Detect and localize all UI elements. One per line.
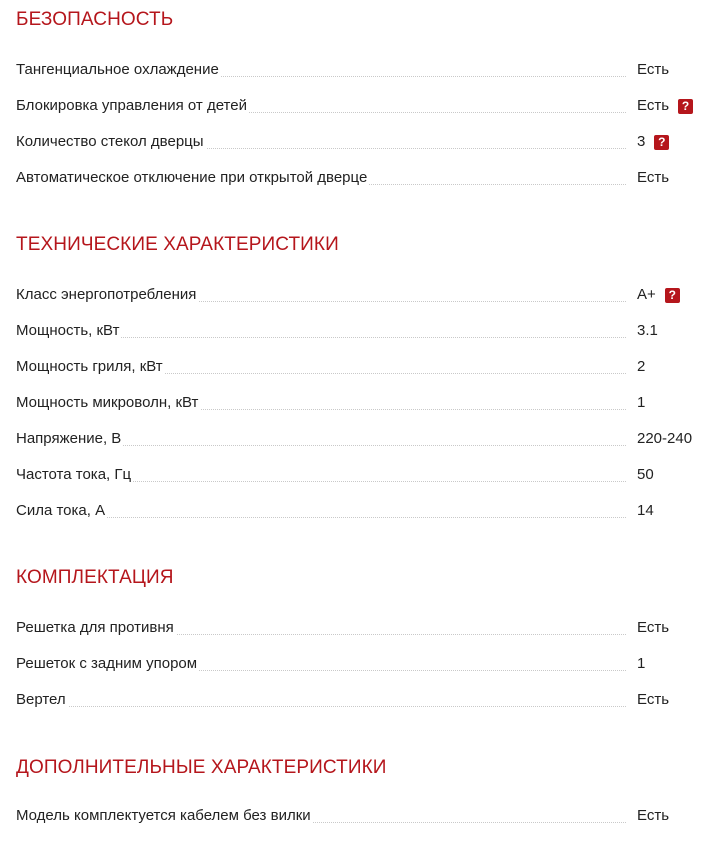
spec-row [16, 618, 706, 654]
spec-row [16, 465, 706, 501]
spec-value: Есть [637, 691, 670, 708]
spec-label: Напряжение, В [16, 430, 122, 447]
spec-label: Количество стекол дверцы [16, 133, 204, 150]
spec-value: Есть [637, 169, 670, 186]
spec-label: Вертел [16, 691, 66, 708]
dotted-leader [16, 706, 626, 707]
spec-label: Мощность микроволн, кВт [16, 394, 199, 411]
spec-row [16, 96, 706, 132]
help-icon[interactable]: ? [654, 135, 669, 150]
spec-value-wrap [637, 60, 669, 80]
spec-row [16, 132, 706, 168]
spec-label: Блокировка управления от детей [16, 97, 247, 114]
spec-value-wrap [637, 690, 669, 710]
spec-value-wrap [637, 285, 680, 305]
spec-label: Мощность, кВт [16, 322, 120, 339]
spec-value: 2 [637, 358, 646, 375]
spec-value: Есть [637, 61, 670, 78]
spec-row [16, 393, 706, 429]
spec-value: 3 [637, 133, 646, 150]
section-safety [16, 8, 706, 186]
spec-row [16, 654, 706, 690]
section-title: КОМПЛЕКТАЦИЯ [16, 567, 174, 588]
spec-value-wrap [637, 393, 645, 413]
spec-row [16, 806, 706, 842]
spec-value-wrap [637, 465, 654, 485]
section-title: БЕЗОПАСНОСТЬ [16, 9, 174, 30]
spec-list [16, 806, 706, 842]
spec-label: Автоматическое отключение при открытой дверце [16, 169, 368, 186]
spec-value: А+ [637, 286, 656, 303]
spec-list [16, 285, 706, 537]
spec-value-wrap [637, 168, 669, 188]
spec-value-wrap [637, 132, 669, 152]
section-title: ТЕХНИЧЕСКИЕ ХАРАКТЕРИСТИКИ [16, 234, 339, 255]
spec-value-wrap [637, 501, 654, 521]
spec-value: 220-240 [637, 430, 693, 447]
spec-list [16, 60, 706, 204]
spec-value: Есть [637, 97, 670, 114]
spec-value: 14 [637, 502, 654, 519]
spec-value-wrap [637, 321, 658, 341]
spec-label: Решеток с задним упором [16, 655, 198, 672]
spec-value: 3.1 [637, 322, 658, 339]
spec-value: 50 [637, 466, 654, 483]
spec-row [16, 321, 706, 357]
spec-label: Решетка для противня [16, 619, 174, 636]
spec-label: Класс энергопотребления [16, 286, 197, 303]
dotted-leader [16, 517, 626, 518]
spec-value: Есть [637, 619, 670, 636]
spec-value-wrap [637, 618, 669, 638]
spec-row [16, 501, 706, 537]
help-icon[interactable]: ? [665, 288, 680, 303]
spec-row [16, 60, 706, 96]
spec-value: Есть [637, 807, 670, 824]
spec-value-wrap [637, 96, 693, 116]
spec-list [16, 618, 706, 726]
section-title: ДОПОЛНИТЕЛЬНЫЕ ХАРАКТЕРИСТИКИ [16, 757, 387, 778]
spec-label: Мощность гриля, кВт [16, 358, 163, 375]
spec-row [16, 429, 706, 465]
section-technical [16, 233, 706, 519]
spec-label: Тангенциальное охлаждение [16, 61, 219, 78]
spec-value-wrap [637, 806, 669, 826]
spec-value: 1 [637, 394, 646, 411]
spec-label: Сила тока, А [16, 502, 106, 519]
spec-label: Частота тока, Гц [16, 466, 132, 483]
spec-value-wrap [637, 429, 692, 449]
spec-row [16, 168, 706, 204]
section-package [16, 566, 706, 708]
section-additional [16, 756, 706, 824]
spec-row [16, 357, 706, 393]
spec-row [16, 285, 706, 321]
spec-label: Модель комплектуется кабелем без вилки [16, 807, 311, 824]
spec-row [16, 690, 706, 726]
spec-value-wrap [637, 357, 645, 377]
spec-value-wrap [637, 654, 645, 674]
help-icon[interactable]: ? [678, 99, 693, 114]
spec-value: 1 [637, 655, 646, 672]
